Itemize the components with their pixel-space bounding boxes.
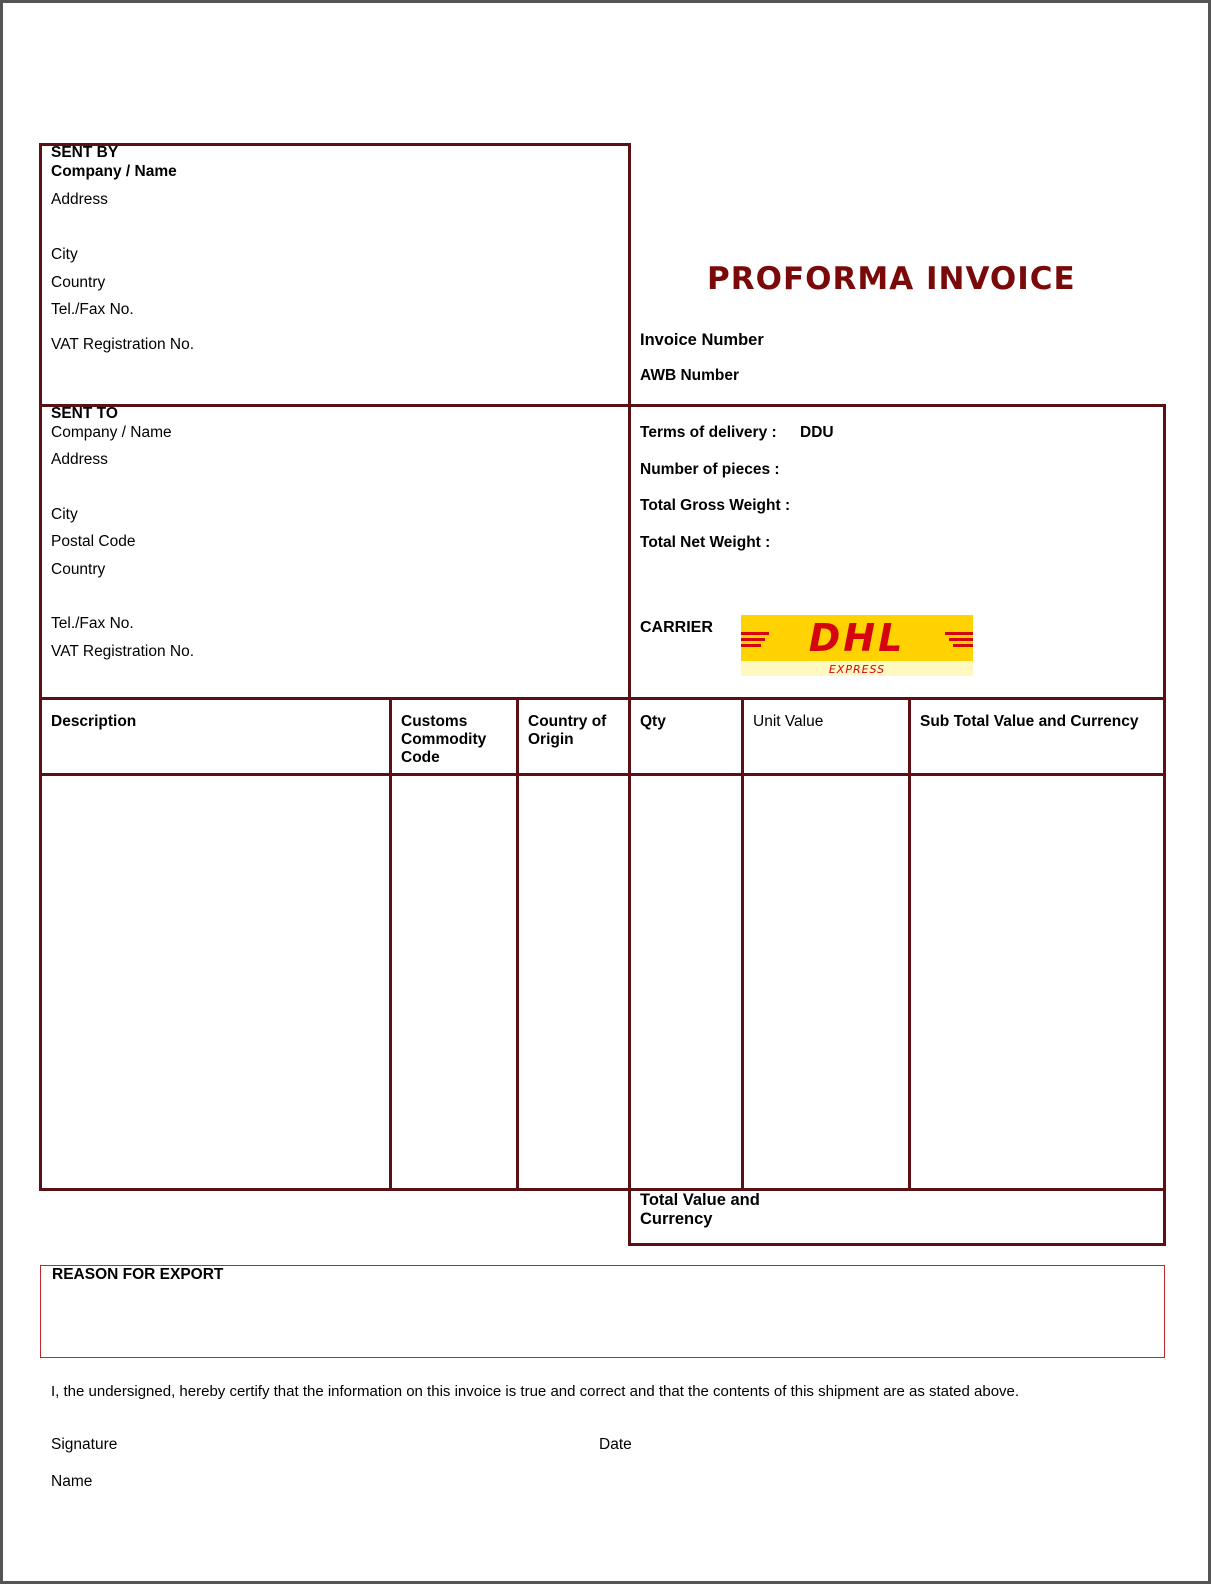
col-qty: Qty: [640, 713, 666, 730]
divider: [39, 1188, 1166, 1191]
terms-of-delivery-label: Terms of delivery :: [640, 424, 777, 441]
signature-label: Signature: [51, 1436, 118, 1453]
divider: [628, 143, 631, 1246]
sent-to-company: Company / Name: [51, 424, 172, 441]
carrier-label: CARRIER: [640, 619, 713, 636]
dhl-logo-text: DHL: [808, 616, 906, 660]
sent-by-city: City: [51, 246, 78, 263]
col-subtotal: Sub Total Value and Currency: [920, 713, 1139, 730]
sent-by-company: Company / Name: [51, 163, 177, 180]
col-origin-1: Country of: [528, 713, 607, 730]
divider: [39, 143, 42, 1191]
sent-to-tel: Tel./Fax No.: [51, 615, 134, 632]
divider: [1163, 404, 1166, 1246]
col-unit-value: Unit Value: [753, 713, 824, 730]
awb-number-label: AWB Number: [640, 367, 740, 384]
divider: [39, 404, 1166, 407]
sent-to-heading: SENT TO: [51, 405, 118, 422]
total-net-weight-label: Total Net Weight :: [640, 534, 771, 551]
divider: [389, 697, 392, 1191]
certification-text: I, the undersigned, hereby certify that the information on this invoice is true and correct and that the contents of this shipment are as stated above.: [51, 1383, 1020, 1400]
sent-to-postal: Postal Code: [51, 533, 136, 550]
total-value-label-line1: Total Value and: [640, 1191, 760, 1209]
sent-to-city: City: [51, 506, 78, 523]
total-value-label-line2: Currency: [640, 1210, 713, 1228]
invoice-number-label: Invoice Number: [640, 331, 764, 349]
sent-by-heading: SENT BY: [51, 144, 119, 161]
name-label: Name: [51, 1473, 93, 1490]
divider: [39, 143, 631, 146]
dhl-logo-graphic: [741, 615, 973, 676]
date-label: Date: [599, 1436, 632, 1453]
sent-to-vat: VAT Registration No.: [51, 643, 195, 660]
dhl-express-logo: [741, 615, 973, 676]
col-customs-2: Commodity: [401, 731, 487, 748]
divider: [39, 773, 1166, 776]
sent-to-country: Country: [51, 561, 106, 578]
col-description: Description: [51, 713, 137, 730]
divider: [628, 1243, 1166, 1246]
col-customs-3: Code: [401, 749, 440, 766]
reason-for-export-label: REASON FOR EXPORT: [52, 1266, 224, 1283]
sent-by-tel: Tel./Fax No.: [51, 301, 134, 318]
total-gross-weight-label: Total Gross Weight :: [640, 497, 791, 514]
divider: [908, 697, 911, 1191]
divider: [741, 697, 744, 1191]
divider: [39, 697, 1166, 700]
col-origin-2: Origin: [528, 731, 574, 748]
page-title: PROFORMA INVOICE: [707, 261, 1076, 297]
sent-by-country: Country: [51, 274, 106, 291]
sent-by-vat: VAT Registration No.: [51, 336, 195, 353]
col-customs-1: Customs: [401, 713, 468, 730]
number-of-pieces-label: Number of pieces :: [640, 461, 780, 478]
terms-of-delivery-value: DDU: [800, 424, 834, 441]
express-logo-text: EXPRESS: [828, 663, 886, 676]
sent-by-address: Address: [51, 191, 108, 208]
divider: [516, 697, 519, 1191]
sent-to-address: Address: [51, 451, 108, 468]
